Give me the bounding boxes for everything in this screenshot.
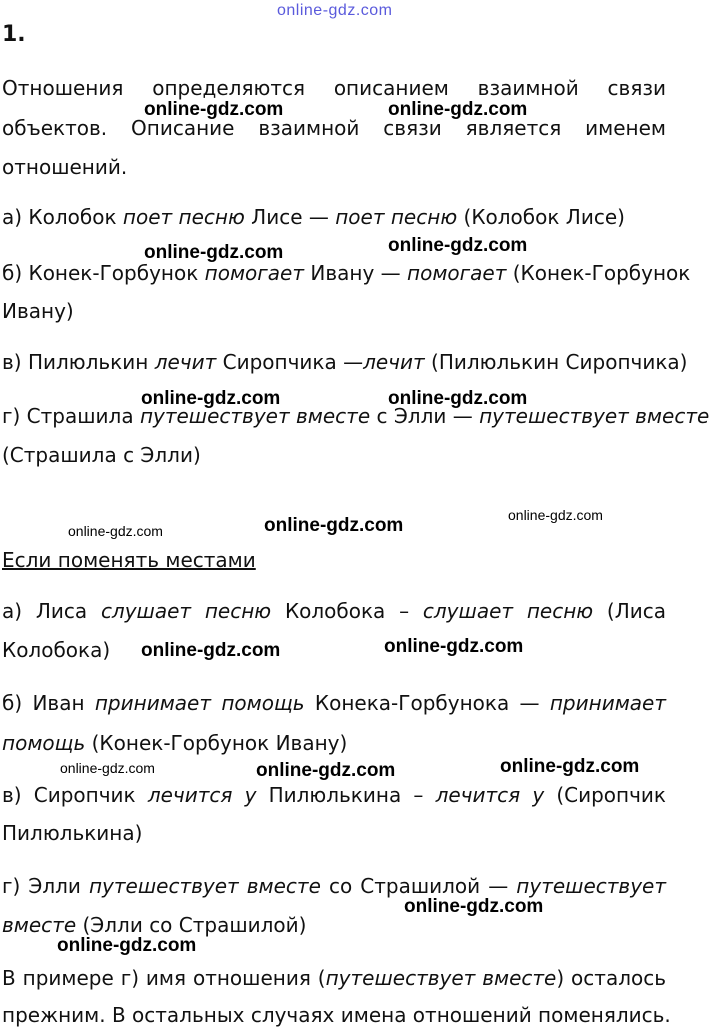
conclusion-line-2: прежним. В остальных случаях имена отношений поменялись. [2,1003,671,1027]
watermark: online-gdz.com [404,896,544,917]
watermark: online-gdz.com [141,640,281,661]
watermark: online-gdz.com [60,760,155,776]
task-number: 1. [2,22,26,47]
watermark: online-gdz.com [57,935,197,956]
watermark: online-gdz.com [384,636,524,657]
intro-line-3: отношений. [2,155,128,179]
swap-item-a: а) Лиса слушает песню Колобока – слушает песню (Лиса [2,599,667,623]
swap-item-c-cont: Пилюлькина) [2,821,143,845]
watermark: online-gdz.com [500,756,640,777]
swap-item-b-cont: помощь (Конек-Горбунок Ивану) [2,731,348,755]
watermark: online-gdz.com [68,523,163,539]
intro-line-2: объектов. Описание взаимной связи является именем [2,116,666,140]
watermark: online-gdz.com [388,388,528,409]
swap-item-d: г) Элли путешествует вместе со Страшилой — путешествует [2,874,666,898]
swap-item-b: б) Иван принимает помощь Конека-Горбунока — принимает [2,691,667,715]
item-b: б) Конек-Горбунок помогает Ивану — помогает (Конек-Горбунок [2,261,691,285]
watermark: online-gdz.com [144,242,284,263]
item-d: г) Страшила путешествует вместе с Элли — путешествует вместе [2,404,709,428]
watermark: online-gdz.com [388,99,528,120]
item-a: а) Колобок поет песню Лисе — поет песню (Колобок Лисе) [2,205,625,229]
intro-line-1: Отношения определяются описанием взаимной связи [2,76,666,100]
watermark-top: online-gdz.com [277,2,393,19]
swap-item-d-cont: вместе (Элли со Страшилой) [2,913,307,937]
swap-heading: Если поменять местами [2,548,256,572]
watermark: online-gdz.com [508,507,603,523]
swap-item-a-cont: Колобока) [2,638,111,662]
watermark: online-gdz.com [144,99,284,120]
conclusion-line-1: В примере г) имя отношения (путешествует вместе) осталось [2,966,667,990]
item-c: в) Пилюлькин лечит Сиропчика —лечит (Пилюлькин Сиропчика) [2,350,688,374]
item-d-cont: (Страшила с Элли) [2,443,201,467]
watermark: online-gdz.com [141,388,281,409]
swap-item-c: в) Сиропчик лечится у Пилюлькина – лечится у (Сиропчик [2,783,666,807]
watermark: online-gdz.com [256,760,396,781]
item-b-cont: Ивану) [2,299,74,323]
watermark: online-gdz.com [264,515,404,536]
watermark: online-gdz.com [388,235,528,256]
